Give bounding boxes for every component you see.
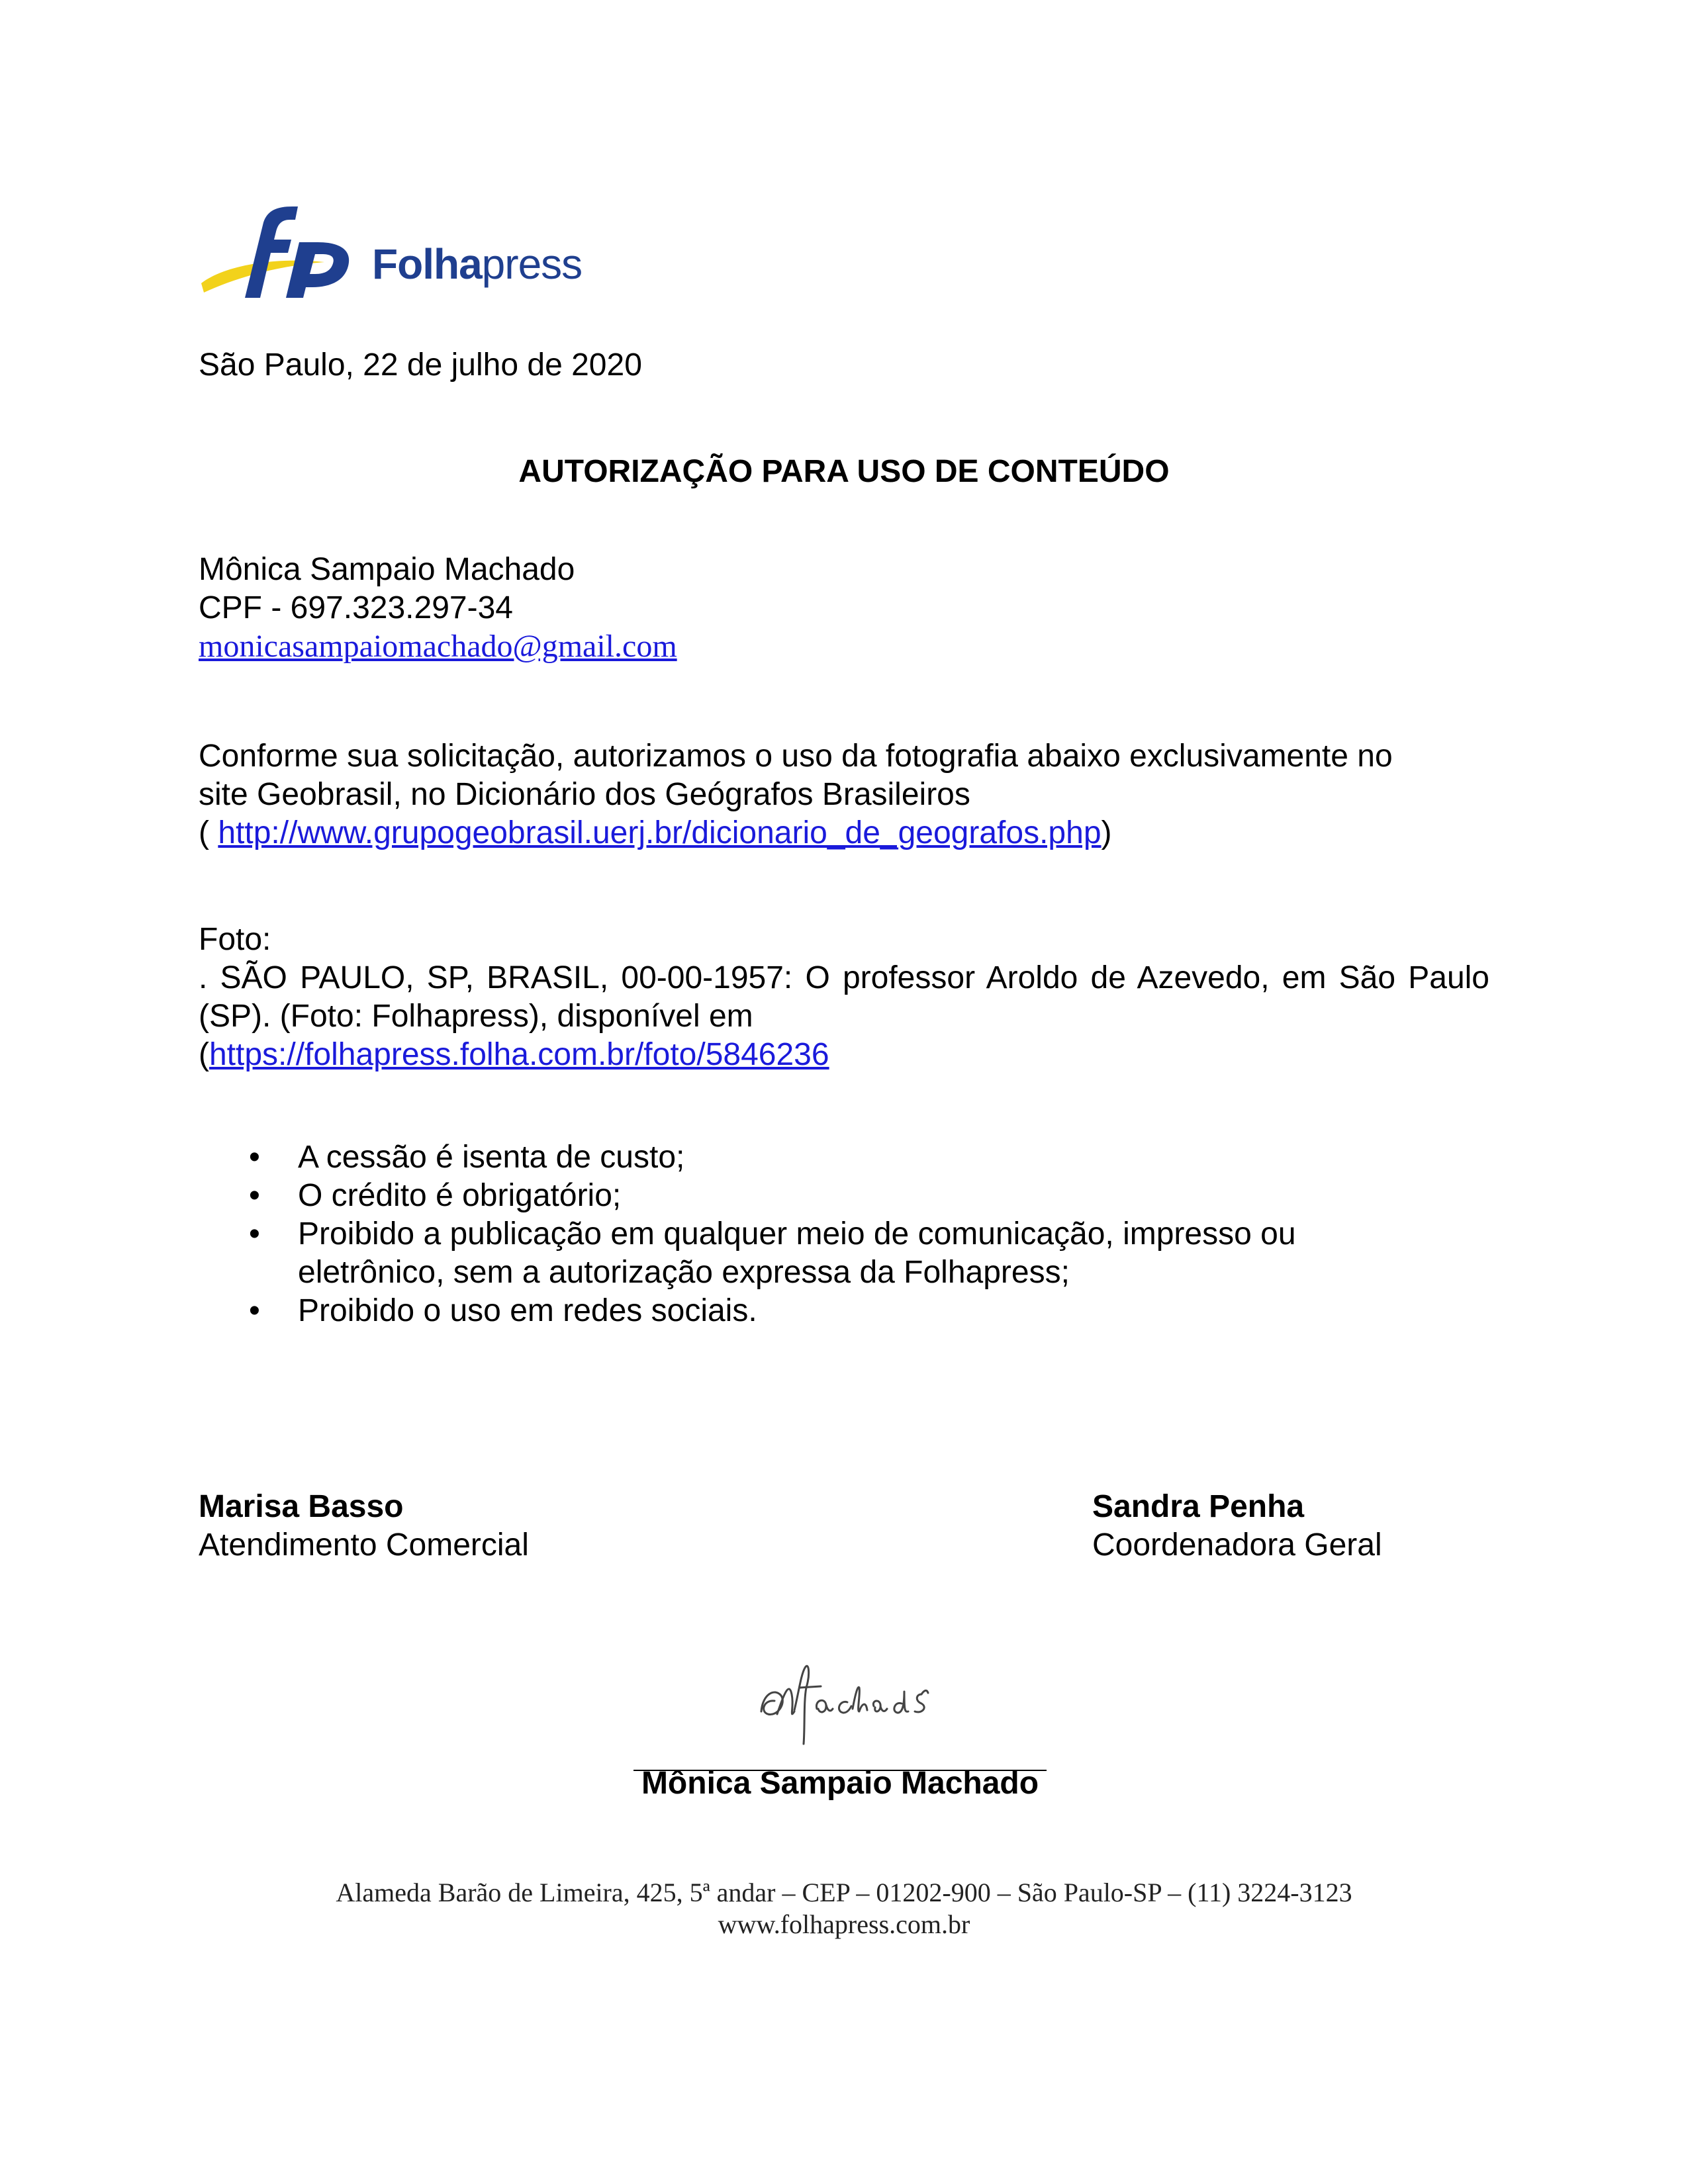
body-url-line bbox=[199, 814, 1489, 852]
wordmark-press: press bbox=[481, 240, 583, 288]
signatory-left bbox=[199, 1488, 529, 1565]
date-line: São Paulo, 22 de julho de 2020 bbox=[199, 347, 642, 383]
handwritten-signature bbox=[748, 1648, 960, 1754]
signature-name: Mônica Sampaio Machado bbox=[641, 1766, 1039, 1801]
url-open-paren: ( bbox=[199, 815, 218, 850]
conditions-list bbox=[199, 1138, 1456, 1330]
photo-caption: . SÃO PAULO, SP, BRASIL, 00-00-1957: O professor Aroldo de Azevedo, em São Paulo (SP). (Foto: Folhapress), disponível em bbox=[199, 960, 1489, 1034]
recipient-cpf: CPF - 697.323.297-34 bbox=[199, 590, 513, 625]
condition-item bbox=[199, 1177, 1456, 1215]
bullet-icon: • bbox=[249, 1216, 260, 1251]
footer-website: www.folhapress.com.br bbox=[718, 1909, 970, 1939]
signatory-left-name: Marisa Basso bbox=[199, 1489, 404, 1524]
condition-item bbox=[199, 1215, 1370, 1292]
geobrasil-url-link[interactable]: http://www.grupogeobrasil.uerj.br/dicionario_de_geografos.php bbox=[218, 815, 1102, 850]
folhapress-wordmark bbox=[372, 240, 582, 289]
bullet-icon: • bbox=[249, 1293, 260, 1328]
condition-text: Proibido o uso em redes sociais. bbox=[298, 1293, 757, 1328]
signatory-right bbox=[1092, 1488, 1382, 1565]
document-title: AUTORIZAÇÃO PARA USO DE CONTEÚDO bbox=[518, 454, 1170, 489]
condition-item bbox=[199, 1292, 1456, 1330]
signatory-right-role: Coordenadora Geral bbox=[1092, 1527, 1382, 1563]
url-close-paren: ) bbox=[1101, 815, 1112, 850]
photo-link-open-paren: ( bbox=[199, 1037, 209, 1072]
body-line-1: Conforme sua solicitação, autorizamos o uso da fotografia abaixo exclusivamente no bbox=[199, 739, 1393, 774]
signatory-right-name: Sandra Penha bbox=[1092, 1489, 1305, 1524]
condition-text: A cessão é isenta de custo; bbox=[298, 1140, 685, 1175]
folhapress-photo-link[interactable]: https://folhapress.folha.com.br/foto/5846236 bbox=[209, 1037, 829, 1072]
body-line-2: site Geobrasil, no Dicionário dos Geógrafos Brasileiros bbox=[199, 777, 970, 812]
photo-link-line bbox=[199, 1036, 1489, 1074]
condition-item bbox=[199, 1138, 1456, 1177]
photo-label: Foto: bbox=[199, 922, 271, 957]
condition-text: O crédito é obrigatório; bbox=[298, 1178, 622, 1213]
folhapress-logo bbox=[199, 205, 596, 311]
condition-text: Proibido a publicação em qualquer meio de comunicação, impresso ou eletrônico, sem a autorização expressa da Folhapress; bbox=[298, 1216, 1296, 1290]
recipient-block bbox=[199, 551, 677, 666]
bullet-icon: • bbox=[249, 1178, 260, 1213]
bullet-icon: • bbox=[249, 1140, 260, 1175]
authorization-paragraph bbox=[199, 737, 1489, 852]
signatory-left-role: Atendimento Comercial bbox=[199, 1527, 529, 1563]
wordmark-folha: Folha bbox=[372, 240, 482, 288]
footer-address: Alameda Barão de Limeira, 425, 5ª andar – CEP – 01202-900 – São Paulo-SP – (11) 3224-3123 bbox=[336, 1878, 1352, 1907]
photo-block bbox=[199, 921, 1489, 1074]
fp-logo-mark-icon bbox=[199, 205, 357, 311]
recipient-email-link[interactable]: monicasampaiomachado@gmail.com bbox=[199, 629, 677, 664]
recipient-name: Mônica Sampaio Machado bbox=[199, 552, 575, 587]
